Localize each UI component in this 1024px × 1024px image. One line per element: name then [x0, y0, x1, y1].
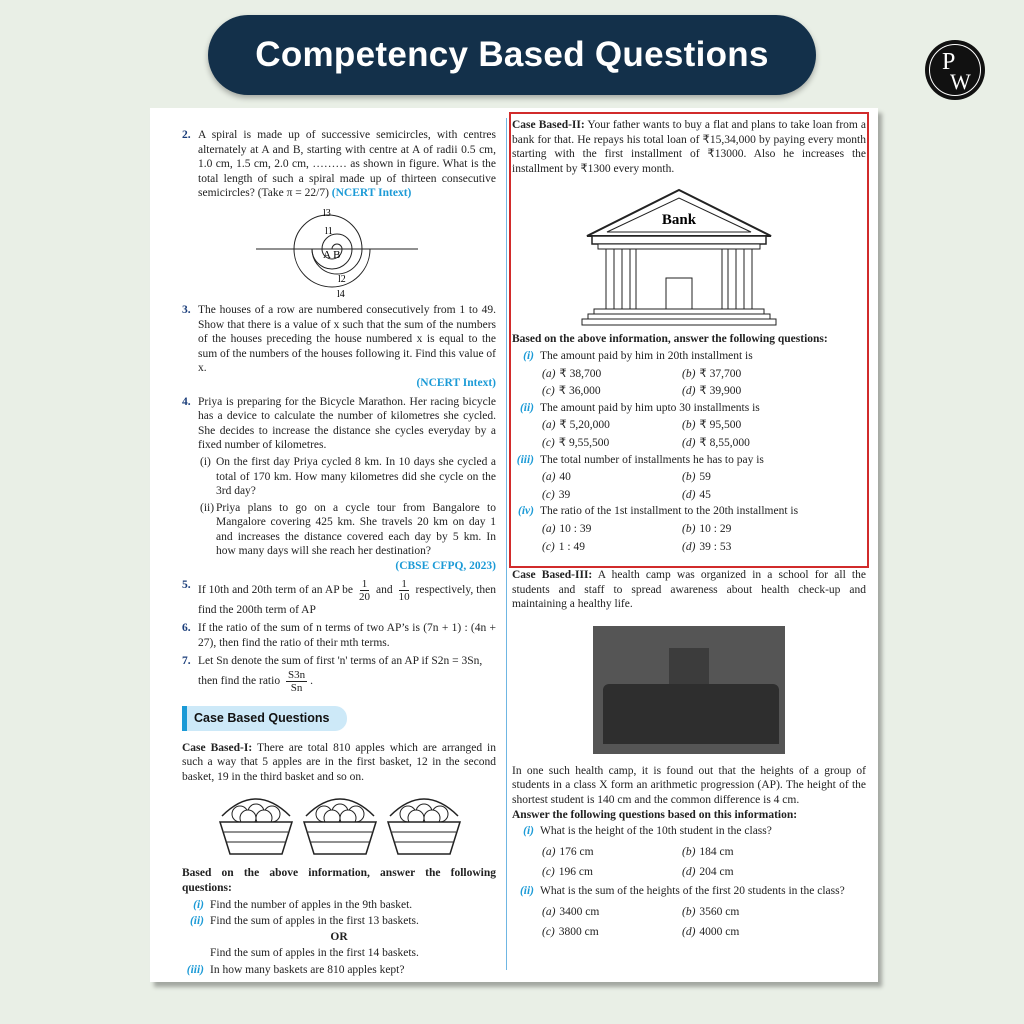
denominator: Sn [290, 682, 303, 695]
bank-illustration [512, 180, 866, 330]
option [542, 384, 682, 399]
option [542, 865, 682, 880]
option [682, 384, 822, 399]
column-divider [506, 118, 507, 970]
sub-text: On the first day Priya cycled 8 km. In 10 days she cycled a total of 170 km. How many kilometres did she cycle on the 3rd day? [216, 455, 496, 498]
option-label: (b) [682, 845, 696, 858]
option-label: (c) [542, 436, 555, 449]
roman-label: (iii) [516, 453, 534, 466]
case-text: Your father wants to buy a flat and plans to take loan from a bank for that. He repays his total loan of ₹15,34,000 by paying every month starting with the first installment of ₹13000. Also he increases the installment by ₹1300 every month. [512, 119, 867, 175]
right-column [512, 118, 866, 944]
question-text: Priya is preparing for the Bicycle Marathon. Her racing bicycle has a device to calculate the number of kilometres she cycled. She decides to increase the distance she cycles everyday by a fixed number of kilometres. [198, 395, 496, 452]
option-value: 40 [559, 471, 571, 484]
case3-question-h1 [512, 824, 866, 880]
case-text: A health camp was organized in a school for all the students and staff to spread awareness about health check-up and maintaining a healthy life. [512, 569, 866, 611]
option-label: (d) [682, 926, 696, 939]
option [542, 367, 682, 382]
label-l1: l1 [325, 225, 333, 237]
option-value: ₹ 39,900 [699, 385, 742, 398]
option-label: (d) [682, 866, 696, 879]
source-tag: (NCERT Intext) [331, 187, 412, 200]
ratio-fraction [286, 669, 307, 694]
option [542, 540, 682, 555]
label-l4: l4 [337, 288, 345, 299]
option-value: ₹ 37,700 [699, 367, 742, 380]
option [542, 470, 682, 485]
option-label: (d) [682, 385, 696, 398]
option [682, 905, 822, 920]
sub-question-i [198, 455, 496, 499]
label-l3: l3 [323, 207, 331, 219]
sub-label: (i) [200, 455, 211, 468]
question-2 [182, 128, 496, 201]
question-number: 3. [182, 303, 191, 316]
option-label: (a) [542, 845, 556, 858]
option [682, 488, 822, 503]
option [682, 470, 822, 485]
option-value: 10 : 39 [559, 522, 592, 535]
option [682, 845, 822, 860]
option-value: 10 : 29 [699, 522, 732, 535]
mcq-block [512, 349, 866, 554]
roman-label: (i) [193, 898, 204, 911]
option-value: 3800 cm [558, 926, 599, 939]
question-text: The amount paid by him in 20th installment is [540, 349, 753, 362]
option-value: 184 cm [699, 845, 734, 858]
option [682, 865, 822, 880]
left-column [182, 124, 496, 978]
question-number: 2. [182, 129, 191, 141]
question-number: 6. [182, 622, 191, 635]
case1-question-iii [182, 963, 496, 978]
roman-label: (iv) [518, 505, 534, 518]
question-text: What is the sum of the heights of the first 20 students in the class? [540, 885, 845, 898]
denominator: 20 [358, 590, 370, 603]
question-text: The houses of a row are numbered consecutively from 1 to 49. Show that there is a value of x such that the sum of the numbers of the houses preceding the house numbered x is equal to the sum of the numbers of the houses following it. Find this value of x. [198, 303, 497, 375]
or-separator: OR [330, 930, 348, 943]
option-label: (a) [542, 522, 556, 535]
basket-2 [304, 799, 376, 854]
sub-question-ii [198, 501, 496, 559]
option-label: (c) [542, 385, 555, 398]
option-label: (c) [542, 866, 555, 879]
question-text: A spiral is made up of successive semicircles, with centres alternately at A and B, starting with centre at A of radii 0.5 cm, 1.0 cm, 1.5 cm, 2.0 cm, ……… as shown in figure. What is the total length of such a spiral made up of thirteen consecutive semicircles? (Take π = 22/7) [198, 129, 496, 200]
question-text: Let Sn denote the sum of first 'n' terms of an AP if S2n = 3Sn, [198, 655, 483, 668]
connector-text: and [375, 583, 393, 596]
option-label: (b) [682, 471, 696, 484]
case-based-heading: Case Based Questions [182, 706, 347, 731]
roman-label: (ii) [189, 915, 204, 928]
question-text: Find the sum of apples in the first 14 baskets. [210, 947, 419, 960]
question-text-2: then find the ratio [198, 675, 281, 688]
basket-3 [388, 799, 460, 854]
source-tag: (NCERT Intext) [416, 376, 496, 389]
option-value: ₹ 9,55,500 [558, 436, 610, 449]
option-label: (a) [542, 419, 556, 432]
label-ab: A B [323, 248, 341, 261]
logo-letter-p: P [942, 49, 956, 75]
roman-label: (i) [523, 825, 534, 838]
option [682, 367, 822, 382]
question-text: If 10th and 20th term of an AP be [198, 583, 353, 596]
option-label: (a) [542, 905, 556, 918]
case3-question-h2 [512, 884, 866, 940]
option [542, 905, 682, 920]
question-5 [182, 578, 496, 618]
case2-question-q1 [512, 349, 866, 399]
option [542, 925, 682, 940]
case-label: Case Based-I: [182, 741, 253, 754]
case2-question-q3 [512, 453, 866, 503]
spiral-figure [182, 203, 496, 299]
photo-group [603, 684, 779, 744]
option-label: (d) [682, 488, 696, 501]
option-value: ₹ 8,55,000 [699, 436, 750, 449]
case1-question-ii [182, 914, 496, 929]
sub-label: (ii) [200, 501, 215, 514]
option [682, 522, 822, 537]
option-value: 204 cm [699, 866, 734, 879]
source-tag: (CBSE CFPQ, 2023) [395, 560, 496, 573]
instruction-text-2: Answer the following questions based on this information: [512, 808, 798, 821]
instruction-text: Based on the above information, answer the following questions: [182, 867, 496, 894]
option-label: (b) [682, 419, 696, 432]
question-4 [182, 395, 496, 574]
roman-label: (ii) [519, 885, 534, 898]
title-banner [208, 15, 816, 95]
numerator: 1 [361, 577, 368, 590]
option-value: ₹ 38,700 [559, 367, 602, 380]
option-value: ₹ 36,000 [558, 385, 601, 398]
case-label: Case Based-II: [512, 119, 585, 131]
question-text: What is the height of the 10th student in the class? [540, 825, 772, 838]
case-label: Case Based-III: [512, 569, 593, 582]
worksheet-page [150, 108, 878, 982]
case-paragraph: In one such health camp, it is found out that the heights of a group of students in a class X form an arithmetic progression (AP). The height of the shortest student is 140 cm and the common difference is 4 cm. [512, 764, 866, 807]
fraction-1-20 [359, 578, 370, 603]
option [542, 845, 682, 860]
numerator: 1 [401, 577, 407, 590]
option [682, 540, 822, 555]
question-text: In how many baskets are 810 apples kept? [210, 963, 405, 976]
option-value: 59 [699, 471, 711, 484]
page-title: Competency Based Questions [255, 35, 769, 74]
denominator: 10 [398, 590, 410, 603]
option-label: (b) [682, 905, 696, 918]
logo-letter-w: W [950, 69, 971, 94]
option [542, 418, 682, 433]
option-value: ₹ 5,20,000 [559, 419, 610, 432]
question-text: If the ratio of the sum of n terms of two AP’s is (7n + 1) : (4n + 27), then find the ratio of their mth terms. [198, 622, 496, 649]
question-number: 4. [182, 395, 191, 408]
question-text: The total number of installments he has to pay is [540, 453, 764, 466]
option-label: (c) [542, 926, 555, 939]
pw-logo [925, 40, 985, 100]
option-value: 176 cm [559, 845, 594, 858]
option [682, 418, 822, 433]
option-value: 4000 cm [699, 926, 740, 939]
question-6 [182, 621, 496, 650]
label-l2: l2 [338, 273, 346, 285]
health-camp-photo [593, 626, 785, 754]
option [682, 436, 822, 451]
option-label: (c) [542, 488, 555, 501]
option [542, 522, 682, 537]
apple-baskets-figure [182, 788, 496, 860]
numerator: S3n [287, 669, 306, 682]
case1-question-i [182, 898, 496, 913]
roman-label: (iii) [186, 963, 204, 976]
option-value: 3400 cm [559, 905, 600, 918]
period: . [310, 675, 313, 688]
basket-1 [220, 799, 292, 854]
question-number: 5. [182, 578, 191, 591]
option-value: 39 : 53 [699, 540, 732, 553]
mcq-block-2 [512, 824, 866, 940]
roman-label: (i) [523, 349, 534, 362]
option-label: (a) [542, 367, 556, 380]
bank-label: Bank [661, 212, 697, 229]
option [682, 925, 822, 940]
option-label: (a) [542, 471, 556, 484]
question-text: The ratio of the 1st installment to the 20th installment is [540, 505, 799, 518]
question-7 [182, 654, 496, 694]
question-number: 7. [182, 655, 191, 668]
option-label: (d) [682, 540, 696, 553]
option-label: (c) [542, 540, 555, 553]
case2-question-q4 [512, 504, 866, 554]
question-text: Find the number of apples in the 9th basket. [210, 898, 413, 911]
case2-question-q2 [512, 401, 866, 451]
option-label: (b) [682, 367, 696, 380]
option-value: 39 [558, 488, 571, 501]
instruction-text: Based on the above information, answer the following questions: [512, 333, 828, 346]
question-text: The amount paid by him upto 30 installments is [540, 401, 760, 414]
option [542, 488, 682, 503]
option-value: 1 : 49 [558, 540, 585, 553]
case1-question-ii-alt [182, 946, 496, 961]
case-text: There are total 810 apples which are arranged in such a way that 5 apples are in the first basket, 12 in the second basket, 19 in the third basket and so on. [182, 741, 497, 783]
fraction-1-10 [399, 578, 410, 603]
question-3 [182, 303, 496, 391]
option-label: (b) [682, 522, 696, 535]
question-text: Find the sum of apples in the first 13 baskets. [210, 915, 419, 928]
roman-label: (ii) [519, 401, 534, 414]
option-value: ₹ 95,500 [699, 419, 742, 432]
sub-text: Priya plans to go on a cycle tour from Bangalore to Mangalore covering 425 km. She travels 20 km on day 1 and increases the distance covered each day by 5 km. In how many days will she reach her destination? [216, 501, 496, 558]
option-label: (d) [682, 436, 696, 449]
option [542, 436, 682, 451]
option-value: 3560 cm [699, 905, 740, 918]
option-value: 196 cm [558, 866, 593, 879]
question-text-end: respectively, then find the 200th term of AP [198, 583, 497, 616]
option-value: 45 [699, 488, 711, 501]
